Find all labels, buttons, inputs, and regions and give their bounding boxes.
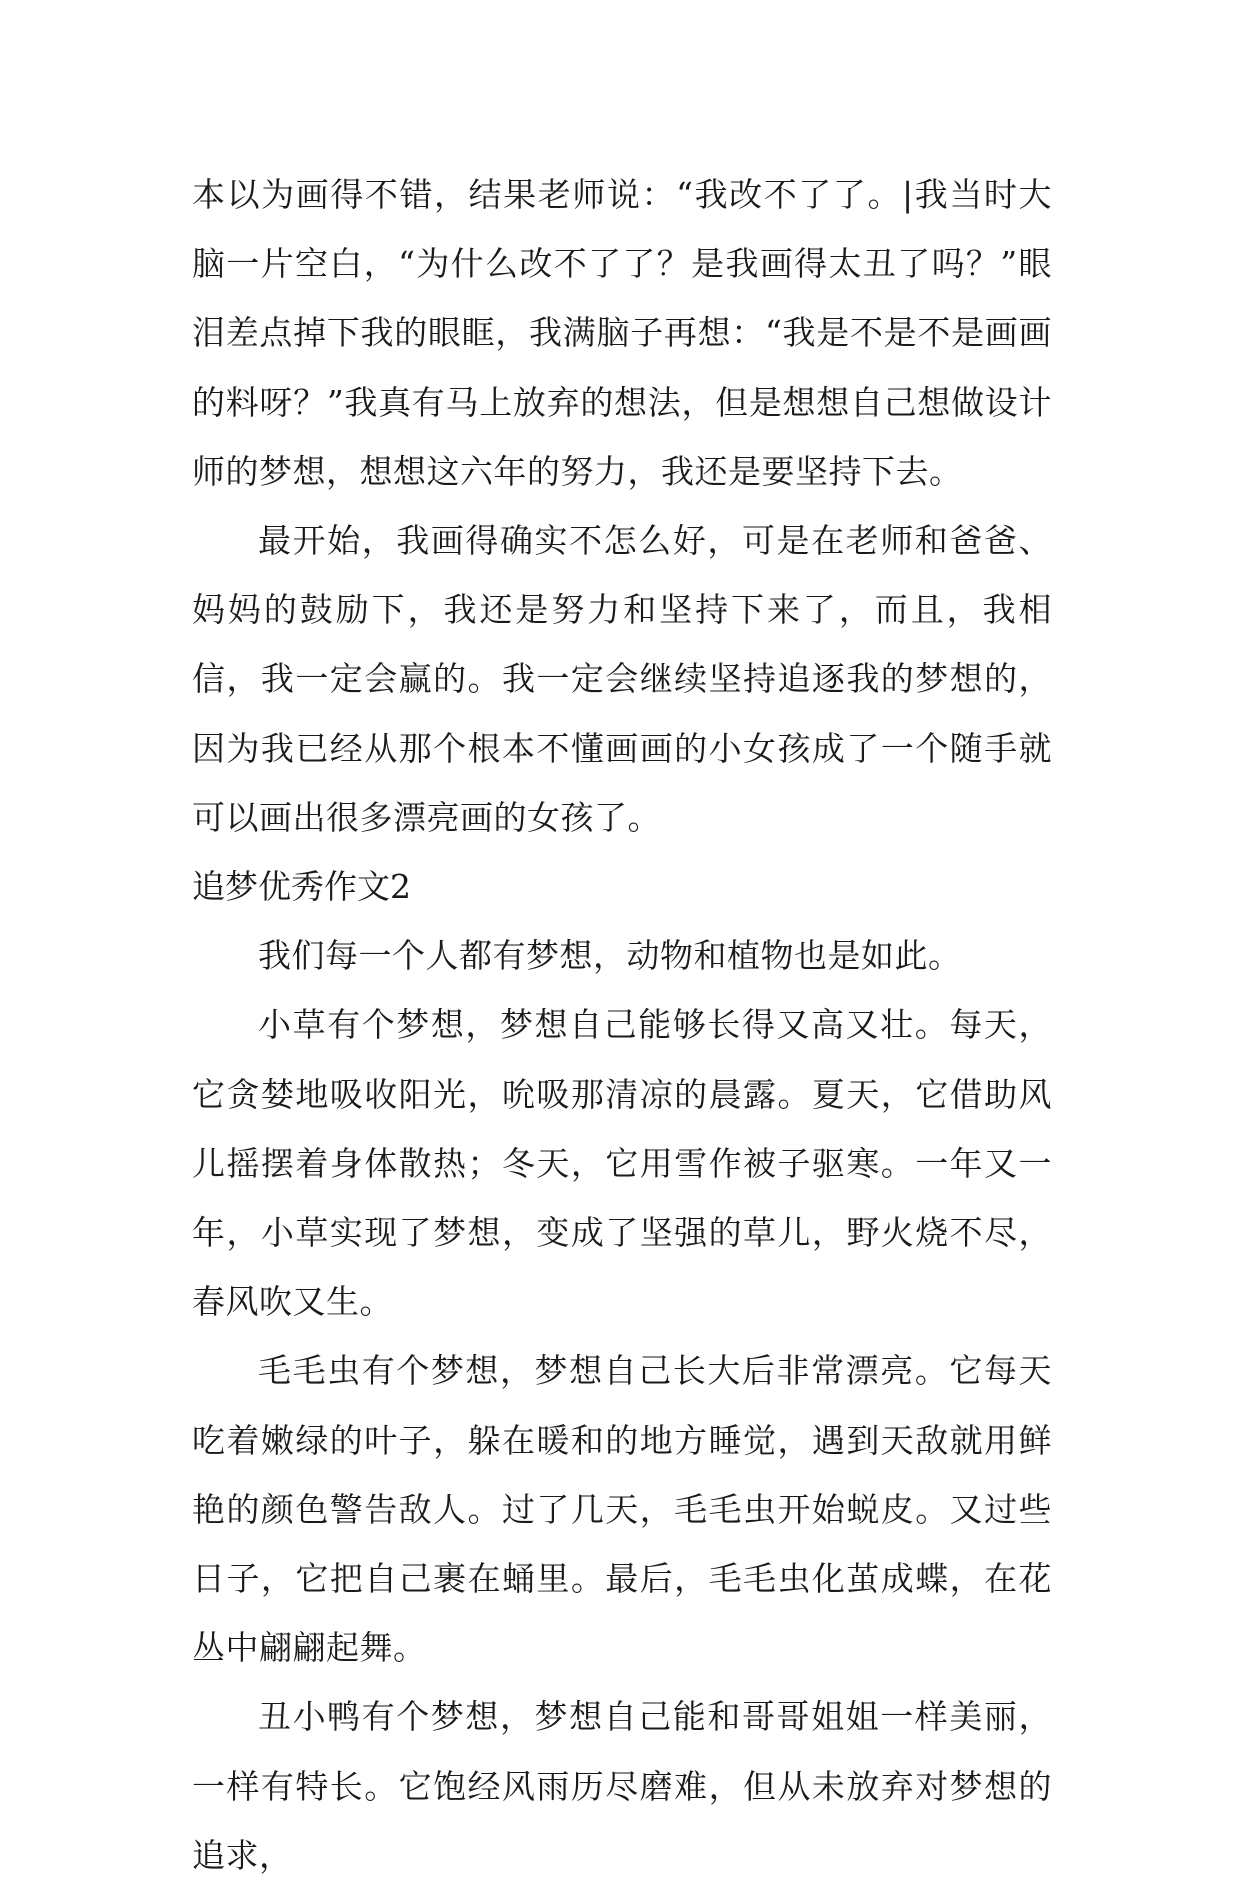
paragraph-1: 本以为画得不错，结果老师说：“我改不了了。|我当时大脑一片空白，“为什么改不了了？是我画得太丑了吗？”眼泪差点掉下我的眼眶，我满脑子再想：“我是不是不是画画的料呀？”我真有马上放弃的想法，但是想想自己想做设计师的梦想，想想这六年的努力，我还是要坚持下去。 bbox=[192, 175, 1052, 491]
paragraph-5: 毛毛虫有个梦想，梦想自己长大后非常漂亮。它每天吃着嫩绿的叶子，躲在暖和的地方睡觉，遇到天敌就用鲜艳的颜色警告敌人。过了几天，毛毛虫开始蜕皮。又过些日子，它把自己裹在蛹里。最后，毛毛虫化茧成蝶，在花丛中翩翩起舞。 bbox=[192, 1351, 1052, 1668]
paragraph-3: 我们每一个人都有梦想，动物和植物也是如此。 bbox=[258, 936, 962, 976]
document-page bbox=[192, 160, 1052, 1890]
section-heading: 追梦优秀作文2 bbox=[192, 867, 411, 907]
paragraph-6: 丑小鸭有个梦想，梦想自己能和哥哥姐姐一样美丽，一样有特长。它饱经风雨历尽磨难，但从未放弃对梦想的追求， bbox=[192, 1697, 1052, 1875]
paragraph-4: 小草有个梦想，梦想自己能够长得又高又壮。每天，它贪婪地吸收阳光，吮吸那清凉的晨露。夏天，它借助风儿摇摆着身体散热；冬天，它用雪作被子驱寒。一年又一年，小草实现了梦想，变成了坚强的草儿，野火烧不尽，春风吹又生。 bbox=[192, 1005, 1052, 1322]
paragraph-2: 最开始，我画得确实不怎么好，可是在老师和爸爸、妈妈的鼓励下，我还是努力和坚持下来了，而且，我相信，我一定会赢的。我一定会继续坚持追逐我的梦想的，因为我已经从那个根本不懂画画的小女孩成了一个随手就可以画出很多漂亮画的女孩了。 bbox=[192, 521, 1052, 837]
